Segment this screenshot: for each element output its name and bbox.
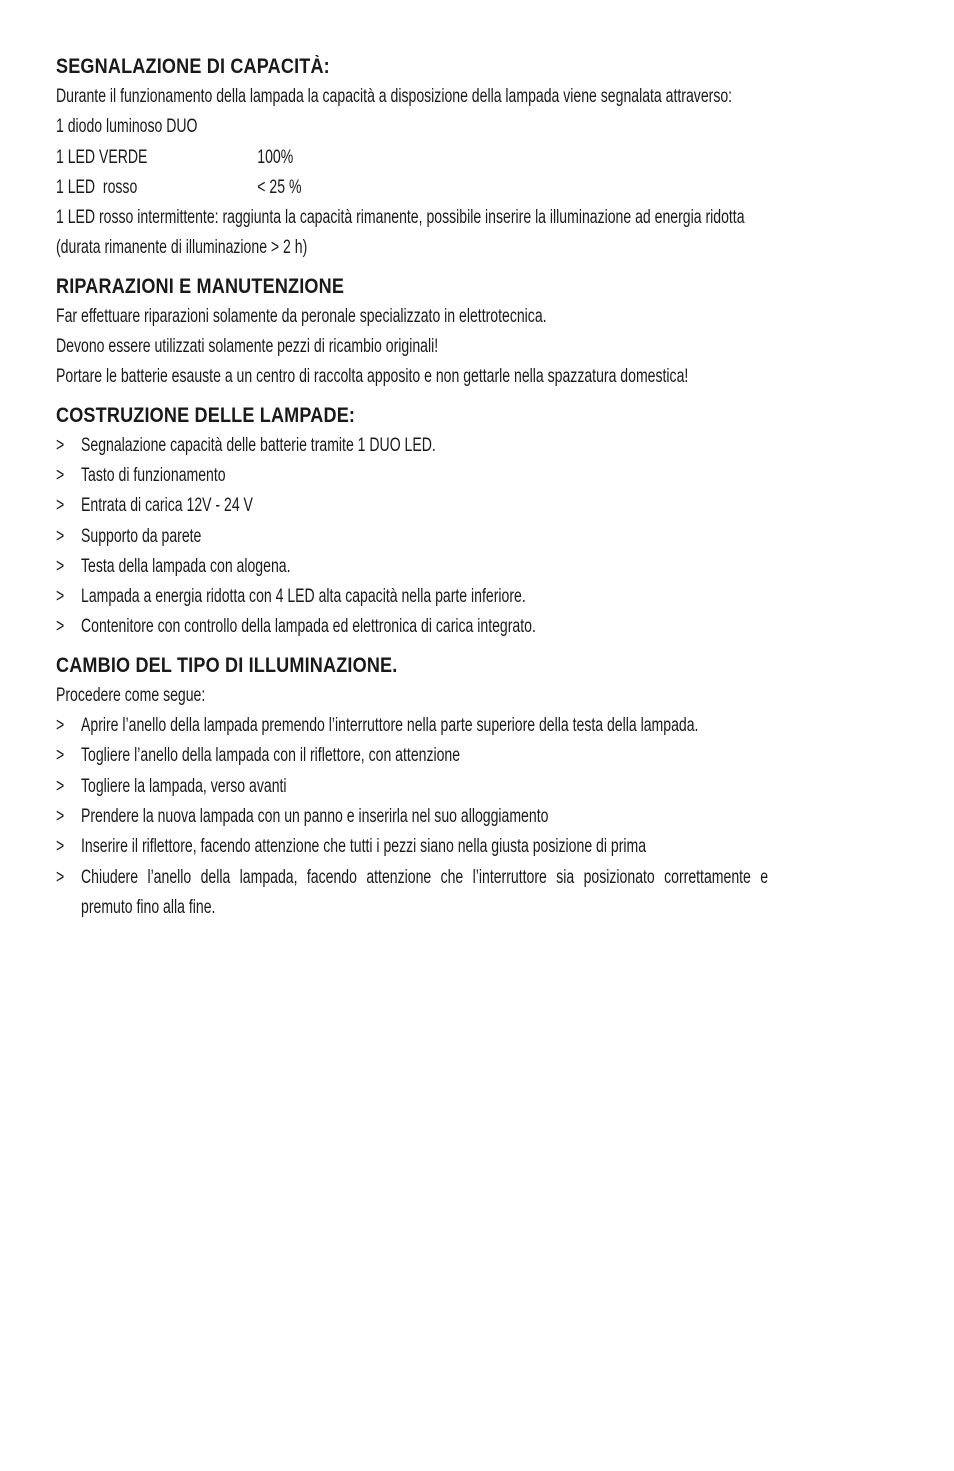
bullet-mark: > bbox=[56, 805, 65, 827]
repairs-heading: RIPARAZIONI E MANUTENZIONE bbox=[56, 274, 345, 298]
led-red-row bbox=[56, 173, 679, 203]
list-item-text: Contenitore con controllo della lampada ed elettronica di carica integrato. bbox=[81, 616, 536, 638]
lamp-change-section bbox=[56, 651, 898, 923]
list-item bbox=[56, 741, 898, 771]
list-item-text: Entrata di carica 12V - 24 V bbox=[81, 495, 253, 517]
repairs-section bbox=[56, 272, 898, 393]
list-item bbox=[56, 802, 898, 832]
repairs-line2: Devono essere utilizzati solamente pezzi di ricambio originali! bbox=[56, 336, 439, 358]
list-item-text: Prendere la nuova lampada con un panno e inserirla nel suo alloggiamento bbox=[81, 805, 549, 827]
bullet-mark: > bbox=[56, 866, 65, 888]
list-item-text: Supporto da parete bbox=[81, 525, 202, 547]
list-item-text: Tasto di funzionamento bbox=[81, 464, 226, 486]
section-gap bbox=[56, 643, 898, 651]
list-item bbox=[56, 772, 898, 802]
repairs-line3: Portare le batterie esauste a un centro di raccolta apposito e non gettarle nella spazzatura domestica! bbox=[56, 366, 689, 388]
list-item bbox=[56, 461, 898, 491]
bullet-mark: > bbox=[56, 464, 65, 486]
list-item-text: Aprire l’anello della lampada premendo l’interruttore nella parte superiore della testa della lampada. bbox=[81, 715, 699, 737]
lamp-change-list bbox=[56, 711, 898, 923]
bullet-mark: > bbox=[56, 715, 65, 737]
bullet-mark: > bbox=[56, 775, 65, 797]
list-item-text-line1: Chiudere l’anello della lampada, facendo attenzione che l’interruttore sia posizionato correttamente e bbox=[81, 866, 769, 888]
list-item-text: Togliere l’anello della lampada con il riflettore, con attenzione bbox=[81, 745, 461, 767]
led-green-value: 100% bbox=[257, 146, 294, 168]
list-item-text: Testa della lampada con alogena. bbox=[81, 555, 291, 577]
bullet-mark: > bbox=[56, 555, 65, 577]
capacity-diode: 1 diodo luminoso DUO bbox=[56, 116, 198, 138]
lamp-change-heading: CAMBIO DEL TIPO DI ILLUMINAZIONE. bbox=[56, 653, 398, 677]
repairs-line1: Far effettuare riparazioni solamente da peronale specializzato in elettrotecnica. bbox=[56, 305, 547, 327]
bullet-mark: > bbox=[56, 495, 65, 517]
capacity-heading: SEGNALAZIONE DI CAPACITÀ: bbox=[56, 55, 330, 78]
section-gap bbox=[56, 393, 898, 401]
list-item bbox=[56, 711, 898, 741]
bullet-mark: > bbox=[56, 586, 65, 608]
construction-heading: COSTRUZIONE DELLE LAMPADE: bbox=[56, 403, 356, 427]
list-item bbox=[56, 522, 898, 552]
list-item bbox=[56, 582, 898, 612]
capacity-blink-line2: (durata rimanente di illuminazione > 2 h) bbox=[56, 237, 308, 259]
list-item bbox=[56, 863, 898, 924]
led-green-label: 1 LED VERDE bbox=[56, 146, 148, 168]
list-item-text: Inserire il riflettore, facendo attenzione che tutti i pezzi siano nella giusta posizione di prima bbox=[81, 836, 647, 858]
lamp-change-intro: Procedere come segue: bbox=[56, 684, 206, 706]
capacity-section bbox=[56, 52, 898, 264]
list-item bbox=[56, 612, 898, 642]
list-item bbox=[56, 491, 898, 521]
list-item bbox=[56, 832, 898, 862]
list-item bbox=[56, 431, 898, 461]
list-item-text-line2: premuto fino alla fine. bbox=[81, 896, 216, 918]
construction-section bbox=[56, 401, 898, 643]
document-page bbox=[56, 52, 898, 923]
led-green-row bbox=[56, 143, 679, 173]
construction-list bbox=[56, 431, 898, 643]
bullet-mark: > bbox=[56, 616, 65, 638]
bullet-mark: > bbox=[56, 525, 65, 547]
capacity-intro: Durante il funzionamento della lampada la capacità a disposizione della lampada viene segnalata attraverso: bbox=[56, 86, 733, 107]
list-item bbox=[56, 552, 898, 582]
led-red-label: 1 LED rosso bbox=[56, 176, 138, 198]
section-gap bbox=[56, 264, 898, 272]
bullet-mark: > bbox=[56, 434, 65, 456]
list-item-text: Segnalazione capacità delle batterie tramite 1 DUO LED. bbox=[81, 434, 436, 456]
list-item-text: Lampada a energia ridotta con 4 LED alta capacità nella parte inferiore. bbox=[81, 586, 526, 608]
led-red-value: < 25 % bbox=[257, 176, 302, 198]
bullet-mark: > bbox=[56, 836, 65, 858]
capacity-blink-line1: 1 LED rosso intermittente: raggiunta la capacità rimanente, possibile inserire la illuminazione ad energia ridotta bbox=[56, 207, 745, 229]
list-item-text: Togliere la lampada, verso avanti bbox=[81, 775, 287, 797]
bullet-mark: > bbox=[56, 745, 65, 767]
